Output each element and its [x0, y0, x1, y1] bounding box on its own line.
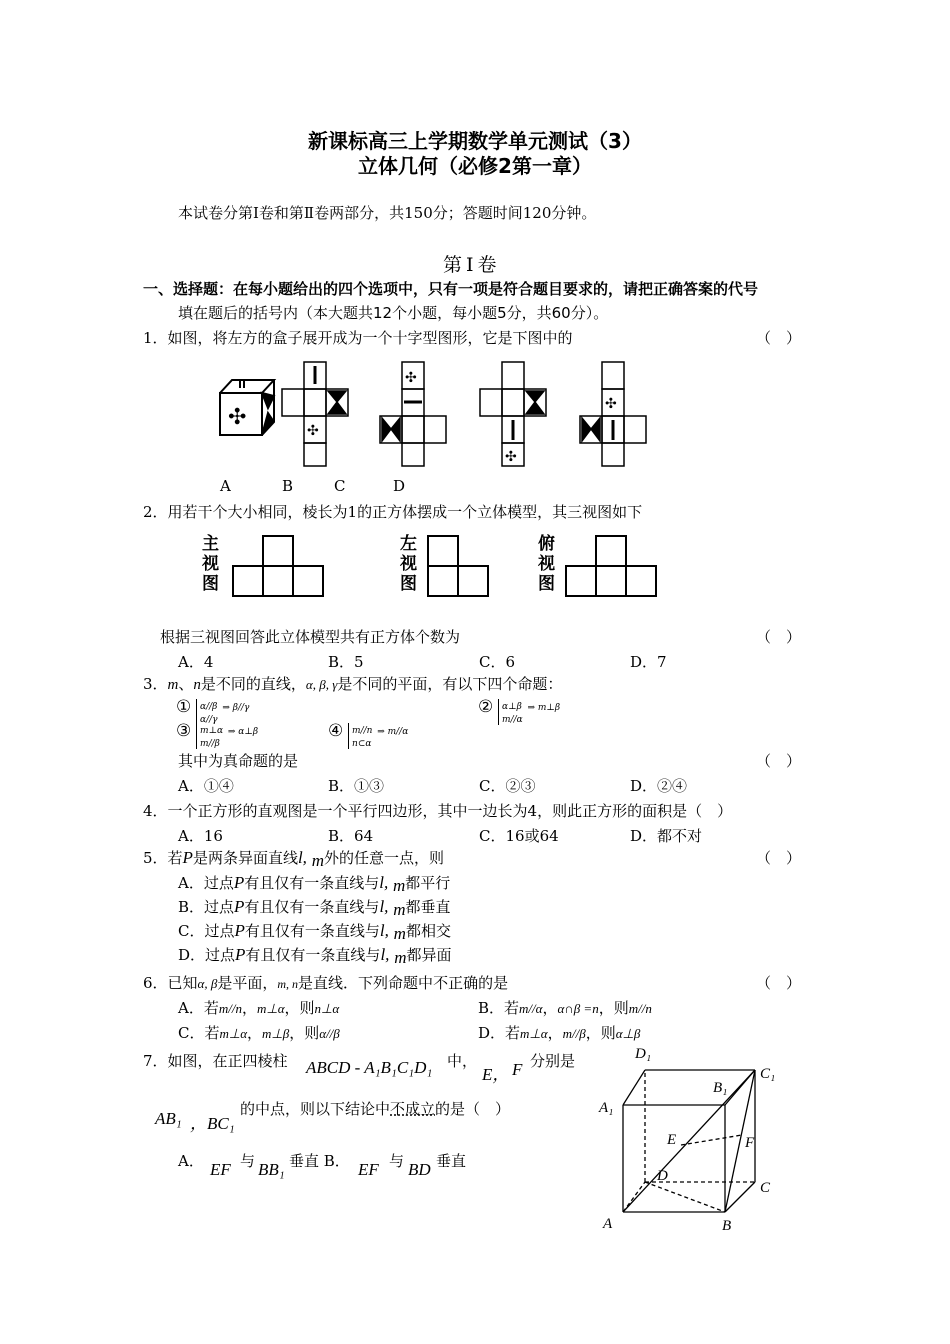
- q3-answer-paren: （ ）: [756, 752, 802, 770]
- volume-heading: 第Ⅰ卷: [443, 254, 501, 276]
- q2-front-view: [232, 535, 327, 597]
- q1-box-cube: [220, 380, 274, 435]
- q2-top-view-label: 俯视图: [538, 534, 555, 594]
- q2-option-b: B．5: [328, 653, 364, 671]
- q3-option-a: A．①④: [178, 777, 234, 795]
- q1-net-d: [580, 362, 646, 466]
- q6-option-d: D．若m⊥α，m//β，则α⊥β: [478, 1024, 641, 1042]
- q2-stem: 2．用若干个大小相同，棱长为1的正方体摆成一个立体模型，其三视图如下: [143, 503, 643, 521]
- q3-question: 其中为真命题的是: [178, 752, 299, 770]
- q4-stem: 4．一个正方形的直观图是一个平行四边形，其中一边长为4，则此正方形的面积是（ ）: [143, 802, 733, 820]
- page-subtitle: 立体几何（必修2第一章）: [358, 154, 592, 178]
- fig-label-d: D: [657, 1168, 668, 1184]
- q3-option-d: D．②④: [630, 777, 688, 795]
- fig-label-a1: A₁: [599, 1100, 614, 1116]
- fig-label-b1: B₁: [713, 1080, 728, 1096]
- q1-net-c: [480, 362, 546, 466]
- q2-front-view-label: 主视图: [202, 534, 219, 594]
- section-instructions-line1: 一、选择题：在每小题给出的四个选项中，只有一项是符合题目要求的，请把正确答案的代号: [143, 280, 759, 298]
- q7-seg-bc1: ，BC₁: [190, 1114, 235, 1133]
- q7-option-a-bb1: BB₁: [258, 1160, 285, 1179]
- q7-option-a-ef: EF: [210, 1160, 231, 1179]
- fig-label-c: C: [760, 1180, 771, 1196]
- q1-figure: [210, 358, 670, 473]
- q7-option-b-ef: EF: [358, 1160, 379, 1179]
- q3-prop-4: ④ m//n n⊂α $^{\Rightarrow m//\alpha}$: [328, 721, 409, 749]
- q3-stem: 3．m、n是不同的直线，α, β, γ是不同的平面，有以下四个命题：: [143, 675, 563, 693]
- q3-option-c: C．②③: [479, 777, 536, 795]
- q6-option-a: A．若m//n，m⊥α，则n⊥α: [178, 999, 340, 1017]
- q7-prism-name: ABCD - A₁B₁C₁D₁: [306, 1058, 433, 1077]
- q4-option-b: B．64: [328, 827, 374, 845]
- q3-prop-3: ③ m⊥α m//β $^{\Rightarrow \alpha\perp\beta}$: [176, 721, 259, 749]
- svg-text:✣: ✣: [605, 397, 617, 412]
- q6-option-c: C．若m⊥α，m⊥β，则α//β: [178, 1024, 340, 1042]
- q1-stem: 1．如图，将左方的盒子展开成为一个十字型图形，它是下图中的: [143, 329, 573, 347]
- fig-label-e: E: [667, 1132, 677, 1148]
- q7-seg-ab1: AB₁: [155, 1109, 182, 1128]
- page-title: 新课标高三上学期数学单元测试（3）: [308, 129, 642, 153]
- q4-option-d: D．都不对: [630, 827, 703, 845]
- q2-top-view: [565, 535, 660, 597]
- svg-text:✣: ✣: [228, 404, 247, 429]
- fig-label-b: B: [722, 1218, 732, 1234]
- q2-answer-paren: （ ）: [756, 628, 802, 646]
- intro-text: 本试卷分第Ⅰ卷和第Ⅱ卷两部分，共150分；答题时间120分钟。: [178, 204, 597, 222]
- q5-stem: 5．若P是两条异面直线l, m外的任意一点，则: [143, 848, 445, 870]
- q7-line2: 的中点，则以下结论中不成立的是（ ）: [240, 1100, 511, 1118]
- q5-option-c: C．过点P有且仅有一条直线与l, m都相交: [178, 921, 451, 943]
- q7-option-a-post: 垂直 B．: [289, 1152, 350, 1170]
- q3-prop-2: ② α⊥β m//α $^{\Rightarrow m\perp\beta}$: [478, 697, 561, 725]
- q7-stem-end: 分别是: [530, 1052, 576, 1070]
- q7-point-f: F: [512, 1060, 523, 1079]
- q2-side-view: [427, 535, 492, 597]
- q4-option-a: A．16: [178, 827, 223, 845]
- q1-label-b: B: [282, 477, 294, 495]
- q7-option-b-post: 垂直: [436, 1152, 467, 1170]
- q2-option-a: A．4: [178, 653, 214, 671]
- q4-option-c: C．16或64: [479, 827, 559, 845]
- q7-option-b-bd: BD: [408, 1160, 431, 1179]
- svg-text:✣: ✣: [505, 450, 517, 465]
- q5-option-a: A．过点P有且仅有一条直线与l, m都平行: [178, 873, 451, 895]
- svg-text:✣: ✣: [405, 371, 417, 386]
- q1-label-d: D: [393, 477, 406, 495]
- q2-option-c: C．6: [479, 653, 516, 671]
- q7-prism-figure: [595, 1040, 785, 1235]
- q2-side-view-label: 左视图: [400, 534, 417, 594]
- q5-option-d: D．过点P有且仅有一条直线与l, m都异面: [178, 945, 452, 967]
- q6-answer-paren: （ ）: [756, 974, 802, 992]
- q5-option-b: B．过点P有且仅有一条直线与l, m都垂直: [178, 897, 451, 919]
- q3-option-b: B．①③: [328, 777, 385, 795]
- q3-prop-1: ① α//β α//γ $^{\Rightarrow \beta//\gamma}$: [176, 697, 250, 725]
- q7-option-b-and: 与: [389, 1152, 405, 1170]
- q7-option-a-and: 与: [240, 1152, 256, 1170]
- q7-option-a: A．: [178, 1152, 204, 1170]
- q2-question: 根据三视图回答此立体模型共有正方体个数为: [160, 628, 461, 646]
- q1-label-c: C: [334, 477, 346, 495]
- fig-label-f: F: [745, 1135, 755, 1151]
- q1-net-b: [380, 362, 446, 466]
- q6-stem: 6．已知α, β是平面，m, n是直线．下列命题中不正确的是: [143, 974, 509, 992]
- fig-label-c1: C₁: [760, 1066, 776, 1082]
- q1-answer-paren: （ ）: [756, 329, 802, 347]
- q7-point-e: E，: [482, 1065, 510, 1084]
- q7-stem-mid: 中，: [447, 1052, 478, 1070]
- q7-stem: 7．如图，在正四棱柱: [143, 1052, 288, 1070]
- q5-answer-paren: （ ）: [756, 849, 802, 867]
- q1-label-a: A: [220, 477, 231, 495]
- q1-net-a: [282, 362, 348, 466]
- fig-label-d1: D₁: [635, 1046, 652, 1062]
- q6-option-b: B．若m//α，α∩β =n，则m//n: [478, 999, 652, 1017]
- fig-label-a: A: [603, 1216, 613, 1232]
- q2-option-d: D．7: [630, 653, 667, 671]
- section-instructions-line2: 填在题后的括号内（本大题共12个小题，每小题5分，共60分）。: [178, 304, 609, 322]
- svg-text:✣: ✣: [307, 424, 319, 439]
